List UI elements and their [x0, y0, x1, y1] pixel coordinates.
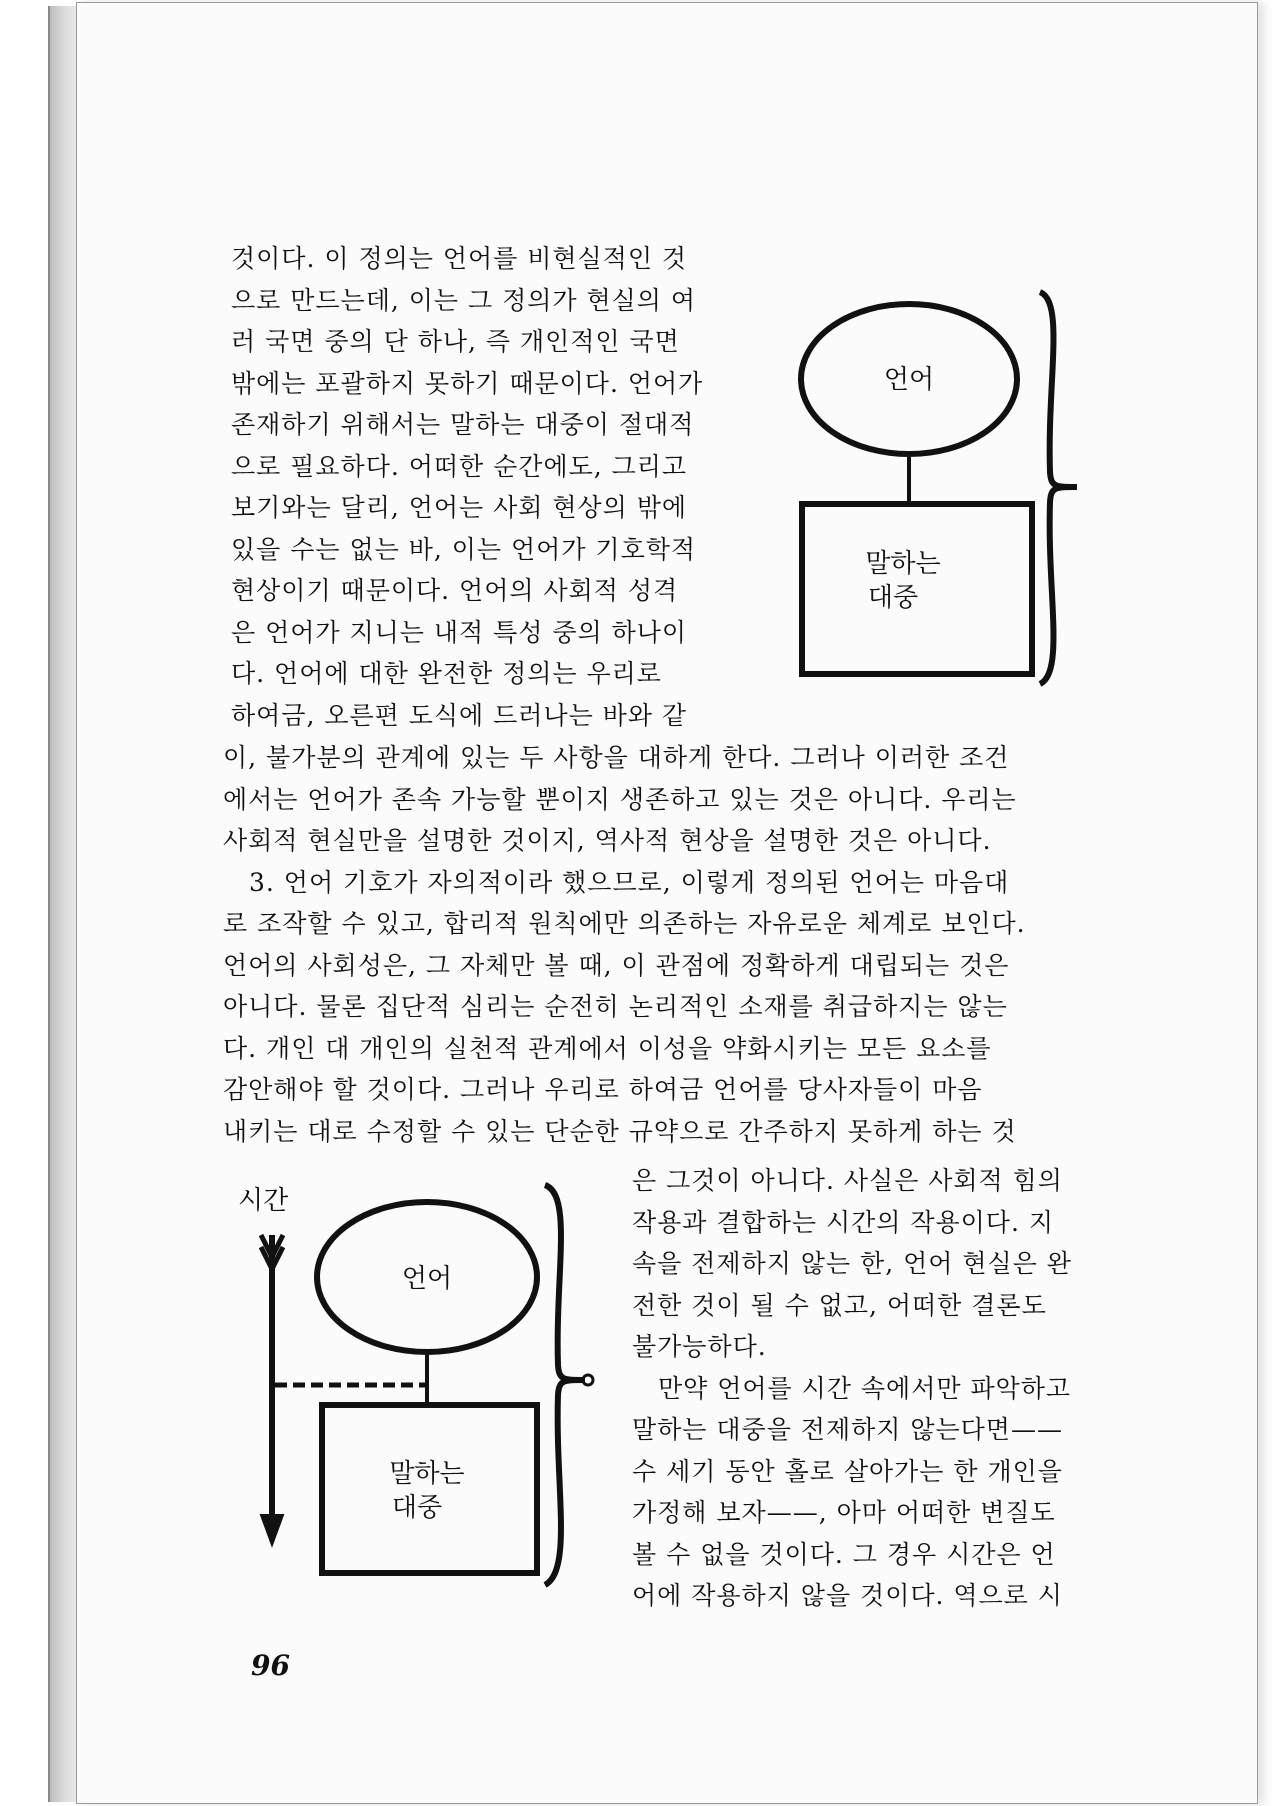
language-label: 언어 — [883, 365, 935, 395]
speaking-mass-label-line2: 대중 — [391, 1493, 443, 1523]
text-line: 이, 불가분의 관계에 있는 두 사항을 대하게 한다. 그러나 이러한 조건 — [223, 743, 1010, 772]
paragraph-block-middle — [223, 737, 1118, 1152]
text-line: 만약 언어를 시간 속에서만 파악하고 — [658, 1373, 1072, 1403]
text-line: 작용과 결합하는 시간의 작용이다. 지 — [632, 1207, 1054, 1237]
text-line: 언어의 사회성은, 그 자체만 볼 때, 이 관점에 정확하게 대립되는 것은 — [223, 950, 1010, 980]
paragraph-block-top — [231, 238, 739, 736]
time-axis-bottom-arrowhead — [261, 1515, 283, 1545]
text-line: 3. 언어 기호가 자의적이라 했으므로, 이렇게 정의된 언어는 마음대 — [249, 867, 1010, 897]
text-line: 다. 개인 대 개인의 실천적 관계에서 이성을 약화시키는 모든 요소를 — [223, 1033, 992, 1063]
text-line: 은 언어가 지니는 내적 특성 중의 하나이 — [231, 617, 688, 647]
text-line: 로 조작할 수 있고, 합리적 원칙에만 의존하는 자유로운 체계로 보인다. — [223, 909, 1026, 938]
text-line: 사회적 현실만을 설명한 것이지, 역사적 현상을 설명한 것은 아니다. — [223, 826, 992, 855]
text-line: 볼 수 없을 것이다. 그 경우 시간은 언 — [632, 1539, 1056, 1569]
time-label: 시간 — [238, 1186, 289, 1216]
diagram-time-language-speaking-mass — [255, 1175, 610, 1595]
brace-tip-dot — [583, 1375, 593, 1385]
text-line: 다. 언어에 대한 완전한 정의는 우리로 — [231, 659, 662, 688]
text-line: 존재하기 위해서는 말하는 대중이 절대적 — [231, 410, 695, 439]
text-line: 가정해 보자——, 아마 어떠한 변질도 — [632, 1498, 1056, 1527]
text-line: 보기와는 달리, 언어는 사회 현상의 밖에 — [231, 493, 688, 522]
text-line: 현상이기 때문이다. 언어의 사회적 성격 — [231, 576, 679, 605]
language-label: 언어 — [401, 1264, 453, 1294]
paragraph-block-bottom — [632, 1160, 1120, 1617]
text-line: 있을 수는 없는 바, 이는 언어가 기호학적 — [231, 534, 697, 564]
curly-brace — [545, 1185, 585, 1585]
text-line: 어에 작용하지 않을 것이다. 역으로 시 — [632, 1581, 1063, 1610]
text-line: 것이다. 이 정의는 언어를 비현실적인 것 — [231, 244, 688, 273]
diagram-language-speaking-mass — [785, 282, 1085, 694]
text-line: 아니다. 물론 집단적 심리는 순전히 논리적인 소재를 취급하지는 않는 — [223, 992, 1008, 1021]
text-line: 속을 전제하지 않는 한, 언어 현실은 완 — [632, 1249, 1072, 1278]
speaking-mass-label-line1: 말하는 — [865, 549, 941, 579]
text-line: 불가능하다. — [632, 1332, 767, 1361]
text-line: 전한 것이 될 수 없고, 어떠한 결론도 — [632, 1290, 1047, 1320]
text-line: 감안해야 할 것이다. 그러나 우리로 하여금 언어를 당사자들이 마음 — [223, 1075, 983, 1104]
text-line: 말하는 대중을 전제하지 않는다면—— — [632, 1415, 1063, 1444]
speaking-mass-label-line1: 말하는 — [389, 1459, 465, 1489]
text-line: 러 국면 중의 단 하나, 즉 개인적인 국면 — [231, 327, 680, 356]
text-line: 수 세기 동안 홀로 살아가는 한 개인을 — [632, 1456, 1063, 1486]
text-line: 하여금, 오른편 도식에 드러나는 바와 같 — [231, 700, 688, 730]
text-line: 은 그것이 아니다. 사실은 사회적 힘의 — [632, 1166, 1063, 1195]
text-line: 으로 필요하다. 어떠한 순간에도, 그리고 — [231, 451, 688, 481]
curly-brace — [1040, 292, 1077, 684]
text-line: 에서는 언어가 존속 가능할 뿐이지 생존하고 있는 것은 아니다. 우리는 — [223, 784, 1017, 814]
page-number: 96 — [251, 1649, 290, 1682]
speaking-mass-box — [322, 1405, 537, 1573]
text-line: 내키는 대로 수정할 수 있는 단순한 규약으로 간주하지 못하게 하는 것 — [223, 1116, 1017, 1146]
speaking-mass-label-line2: 대중 — [867, 583, 919, 613]
text-line: 밖에는 포괄하지 못하기 때문이다. 언어가 — [231, 368, 704, 398]
text-line: 으로 만드는데, 이는 그 정의가 현실의 여 — [231, 285, 697, 315]
